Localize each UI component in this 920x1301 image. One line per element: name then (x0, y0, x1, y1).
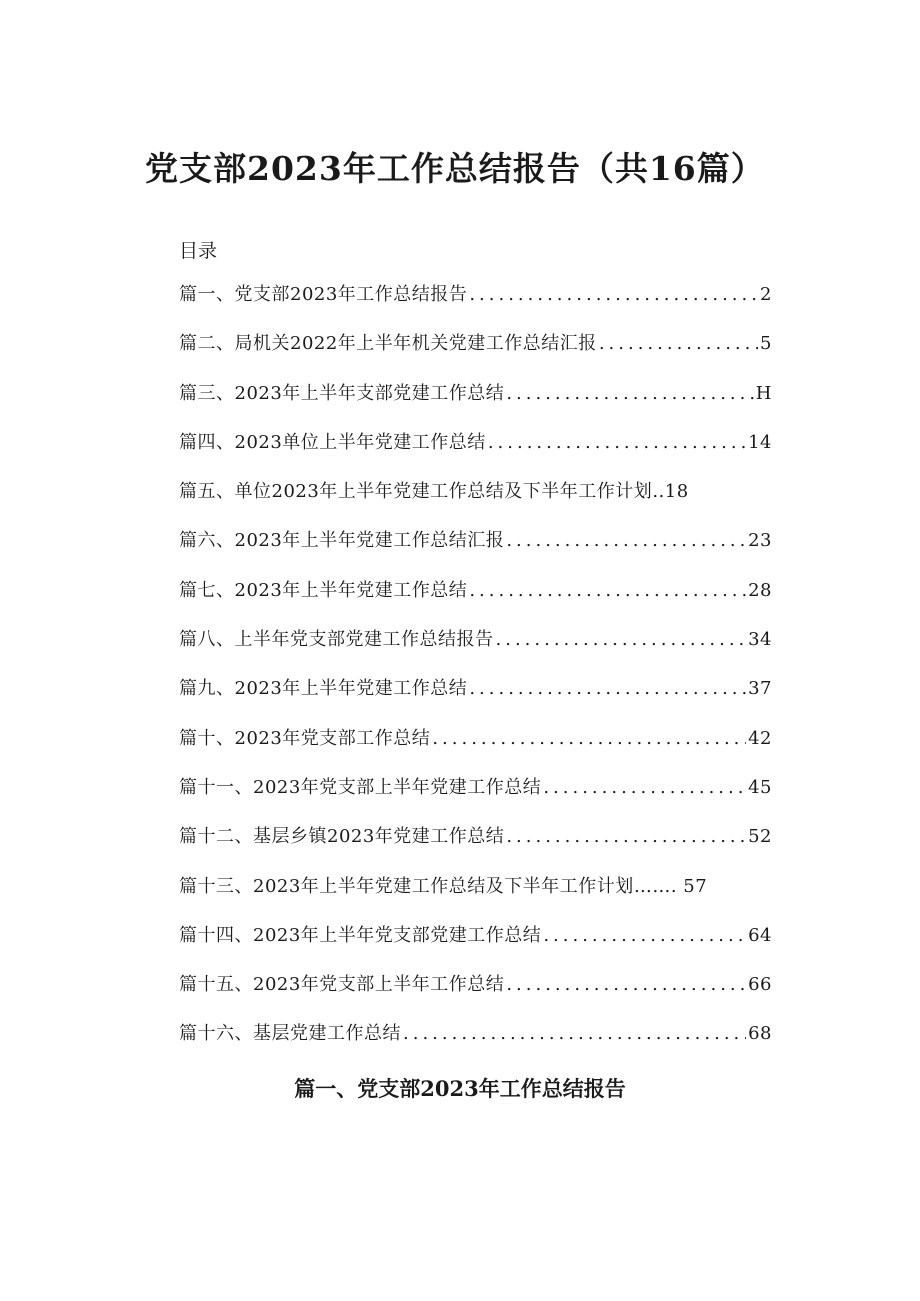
toc-entry-label: 篇九、2023年上半年党建工作总结 (179, 678, 468, 700)
toc-entry-page: 5 (760, 333, 772, 355)
toc-entry-page: 42 (748, 727, 772, 749)
toc-entry-8[interactable] (179, 625, 772, 674)
toc-entry-12[interactable] (179, 822, 772, 871)
toc-entry-label: 篇六、2023年上半年党建工作总结汇报 (179, 530, 505, 552)
toc-entry-label: 篇十六、基层党建工作总结 (179, 1023, 401, 1045)
toc-leader-dots (506, 970, 746, 1000)
toc-entry-16[interactable] (179, 1019, 772, 1068)
toc-leader-dots (543, 921, 746, 951)
section-heading: 篇一、党支部2023年工作总结报告 (294, 1076, 626, 1101)
toc-entry-page: 23 (748, 530, 772, 552)
toc-leader-dots (469, 576, 746, 606)
toc-leader-dots (496, 625, 747, 655)
toc-entry-11[interactable] (179, 773, 772, 822)
toc-entry-label: 篇十三、2023年上半年党建工作总结及下半年工作计划 (179, 875, 634, 897)
toc-leader-dots (469, 674, 746, 704)
toc-entry-page: 2 (760, 284, 772, 305)
toc-leader-dots (403, 1019, 746, 1049)
toc-entry-page: H (755, 382, 772, 404)
toc-leader-dots (488, 428, 746, 458)
toc-leader-dots (543, 773, 746, 803)
toc-entry-10[interactable] (179, 724, 772, 773)
toc-entry-13[interactable] (179, 872, 772, 921)
toc-entry-page: 66 (748, 974, 772, 996)
toc-entry-label: 篇十、2023年党支部工作总结 (179, 727, 431, 749)
toc-entry-1[interactable] (179, 280, 772, 329)
toc-entry-3[interactable] (179, 379, 772, 428)
toc-leader-dots (469, 280, 758, 310)
toc-leader-dots (506, 379, 753, 409)
toc-entry-label: 篇七、2023年上半年党建工作总结 (179, 579, 468, 601)
toc-entry-label: 篇十四、2023年上半年党支部党建工作总结 (179, 924, 542, 946)
toc-leader-dots (506, 822, 746, 852)
toc-leader-dots (432, 724, 746, 754)
toc-entry-2[interactable] (179, 329, 772, 378)
toc-entry-label: 篇二、局机关2022年上半年机关党建工作总结汇报 (179, 333, 597, 355)
toc-entry-6[interactable] (179, 526, 772, 575)
toc-entry-label: 篇十二、基层乡镇2023年党建工作总结 (179, 826, 505, 848)
toc-entry-page: 45 (748, 776, 772, 798)
toc-entry-label: 篇十一、2023年党支部上半年党建工作总结 (179, 776, 542, 798)
toc-leader-dots (506, 526, 746, 556)
toc-entry-14[interactable] (179, 921, 772, 970)
toc-entry-9[interactable] (179, 674, 772, 723)
table-of-contents (179, 280, 772, 1069)
toc-entry-page: ……. 57 (633, 875, 708, 897)
toc-entry-page: 14 (748, 431, 772, 453)
toc-entry-label: 篇一、党支部2023年工作总结报告 (179, 284, 468, 305)
toc-entry-label: 篇十五、2023年党支部上半年工作总结 (179, 974, 505, 996)
toc-entry-page: 37 (748, 678, 772, 700)
toc-leader-dots (599, 329, 758, 359)
toc-entry-7[interactable] (179, 576, 772, 625)
toc-entry-label: 篇三、2023年上半年支部党建工作总结 (179, 382, 505, 404)
toc-entry-label: 篇五、单位2023年上半年党建工作总结及下半年工作计划 (179, 481, 653, 503)
toc-entry-15[interactable] (179, 970, 772, 1019)
toc-entry-4[interactable] (179, 428, 772, 477)
document-title: 党支部2023年工作总结报告（共16篇） (145, 149, 765, 188)
toc-entry-label: 篇四、2023单位上半年党建工作总结 (179, 431, 486, 453)
toc-entry-page: 68 (748, 1023, 772, 1045)
toc-entry-5[interactable] (179, 477, 772, 526)
toc-entry-page: 64 (748, 924, 772, 946)
toc-entry-label: 篇八、上半年党支部党建工作总结报告 (179, 629, 494, 651)
toc-heading: 目录 (179, 240, 218, 262)
toc-entry-page: 28 (748, 579, 772, 601)
toc-entry-page: ..18 (652, 481, 689, 503)
toc-entry-page: 52 (748, 826, 772, 848)
toc-entry-page: 34 (748, 629, 772, 651)
